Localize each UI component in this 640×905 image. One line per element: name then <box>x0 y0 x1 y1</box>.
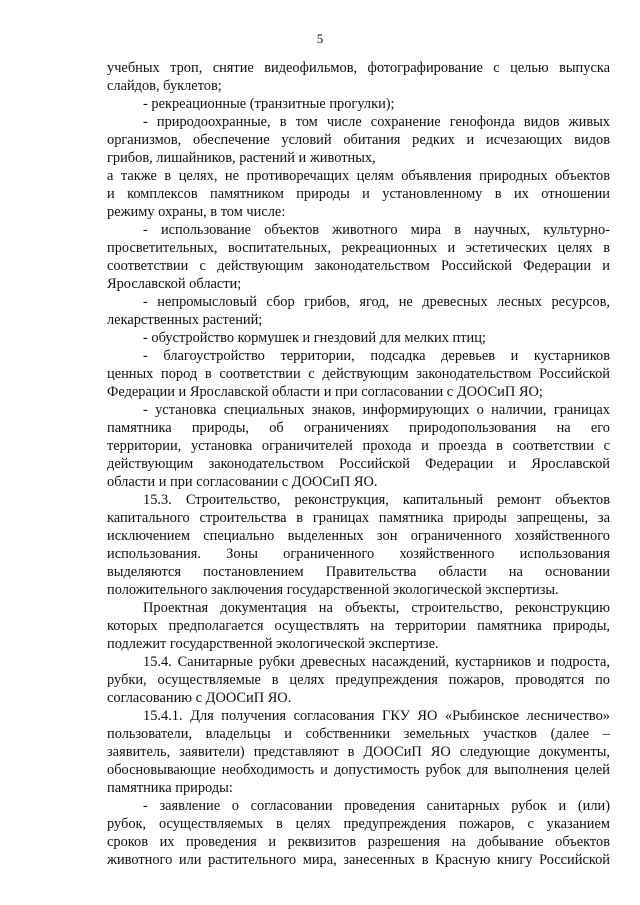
text-line: памятника природы, об ограничениях природопользования на его <box>107 420 610 436</box>
text-line: подлежит государственной экологической экспертизе. <box>107 636 439 652</box>
text-line: учебных троп, снятие видеофильмов, фотографирование с целью выпуска <box>107 60 610 76</box>
text-line: - установка специальных знаков, информирующих о наличии, границах <box>143 402 610 418</box>
text-line: - рекреационные (транзитные прогулки); <box>143 96 395 112</box>
text-line: выделяются постановлением Правительства области на основании <box>107 564 610 580</box>
text-line: соответствии с действующим законодательством Российской Федерации и <box>107 258 610 274</box>
text-line: которых предполагается осуществлять на территории памятника природы, <box>107 618 610 634</box>
text-line: - обустройство кормушек и гнездовий для мелких птиц; <box>143 330 486 346</box>
document-body <box>107 59 610 869</box>
text-line: 15.4.1. Для получения согласования ГКУ ЯО «Рыбинское лесничество» <box>143 708 610 724</box>
text-line: и комплексов памятником природы и установленному в их отношении <box>107 186 610 202</box>
text-line: использования. Зоны ограниченного хозяйственного использования <box>107 546 610 562</box>
text-line: рубки, осуществляемые в целях предупреждения пожаров, проводятся по <box>107 672 610 688</box>
text-line: 15.3. Строительство, реконструкция, капитальный ремонт объектов <box>143 492 610 508</box>
text-line: положительного заключения государственной экологической экспертизы. <box>107 582 559 598</box>
text-line: пользователи, владельцы и собственники земельных участков (далее – <box>107 726 610 742</box>
text-line: просветительных, воспитательных, рекреационных и эстетических целях в <box>107 240 610 256</box>
text-line: территории, установка ограничителей прохода и проезда в соответствии с <box>107 438 610 454</box>
text-line: - благоустройство территории, подсадка деревьев и кустарников <box>143 348 610 364</box>
text-line: - непромысловый сбор грибов, ягод, не древесных лесных ресурсов, <box>143 294 610 310</box>
text-line: заявитель, заявители) представляют в ДООСиП ЯО следующие документы, <box>107 744 610 760</box>
page-number: 5 <box>316 31 324 46</box>
text-line: организмов, обеспечение условий обитания редких и исчезающих видов <box>107 132 610 148</box>
text-line: памятника природы: <box>107 780 233 796</box>
text-line: 15.4. Санитарные рубки древесных насаждений, кустарников и подроста, <box>143 654 610 670</box>
text-line: обосновывающие необходимость и допустимость рубок для выполнения целей <box>107 762 610 778</box>
text-line: слайдов, буклетов; <box>107 78 222 94</box>
text-line: а также в целях, не противоречащих целям объявления природных объектов <box>107 168 610 184</box>
text-line: капитального строительства в границах памятника природы запрещены, за <box>107 510 610 526</box>
text-line: - использование объектов животного мира в научных, культурно- <box>143 222 610 238</box>
text-line: области и при согласовании с ДООСиП ЯО. <box>107 474 378 490</box>
text-line: грибов, лишайников, растений и животных, <box>107 150 376 166</box>
text-line: рубок, осуществляемых в целях предупреждения пожаров, с указанием <box>107 816 610 832</box>
text-line: согласованию с ДООСиП ЯО. <box>107 690 292 706</box>
text-line: животного или растительного мира, занесенных в Красную книгу Российской <box>107 852 610 868</box>
text-line: режиму охраны, в том числе: <box>107 204 286 220</box>
text-line: - заявление о согласовании проведения санитарных рубок и (или) <box>143 798 610 814</box>
text-line: Ярославской области; <box>107 276 242 292</box>
text-line: ценных пород в соответствии с действующим законодательством Российской <box>107 366 610 382</box>
text-line: Федерации и Ярославской области и при согласовании с ДООСиП ЯО; <box>107 384 543 400</box>
text-line: - природоохранные, в том числе сохранение генофонда видов живых <box>143 114 610 130</box>
text-line: сроков их проведения и реквизитов разрешения на добывание объектов <box>107 834 610 850</box>
text-line: исключением специально выделенных зон ограниченного хозяйственного <box>107 528 610 544</box>
text-line: Проектная документация на объекты, строительство, реконструкцию <box>143 600 610 616</box>
text-line: действующим законодательством Российской Федерации и Ярославской <box>107 456 610 472</box>
text-line: лекарственных растений; <box>107 312 263 328</box>
